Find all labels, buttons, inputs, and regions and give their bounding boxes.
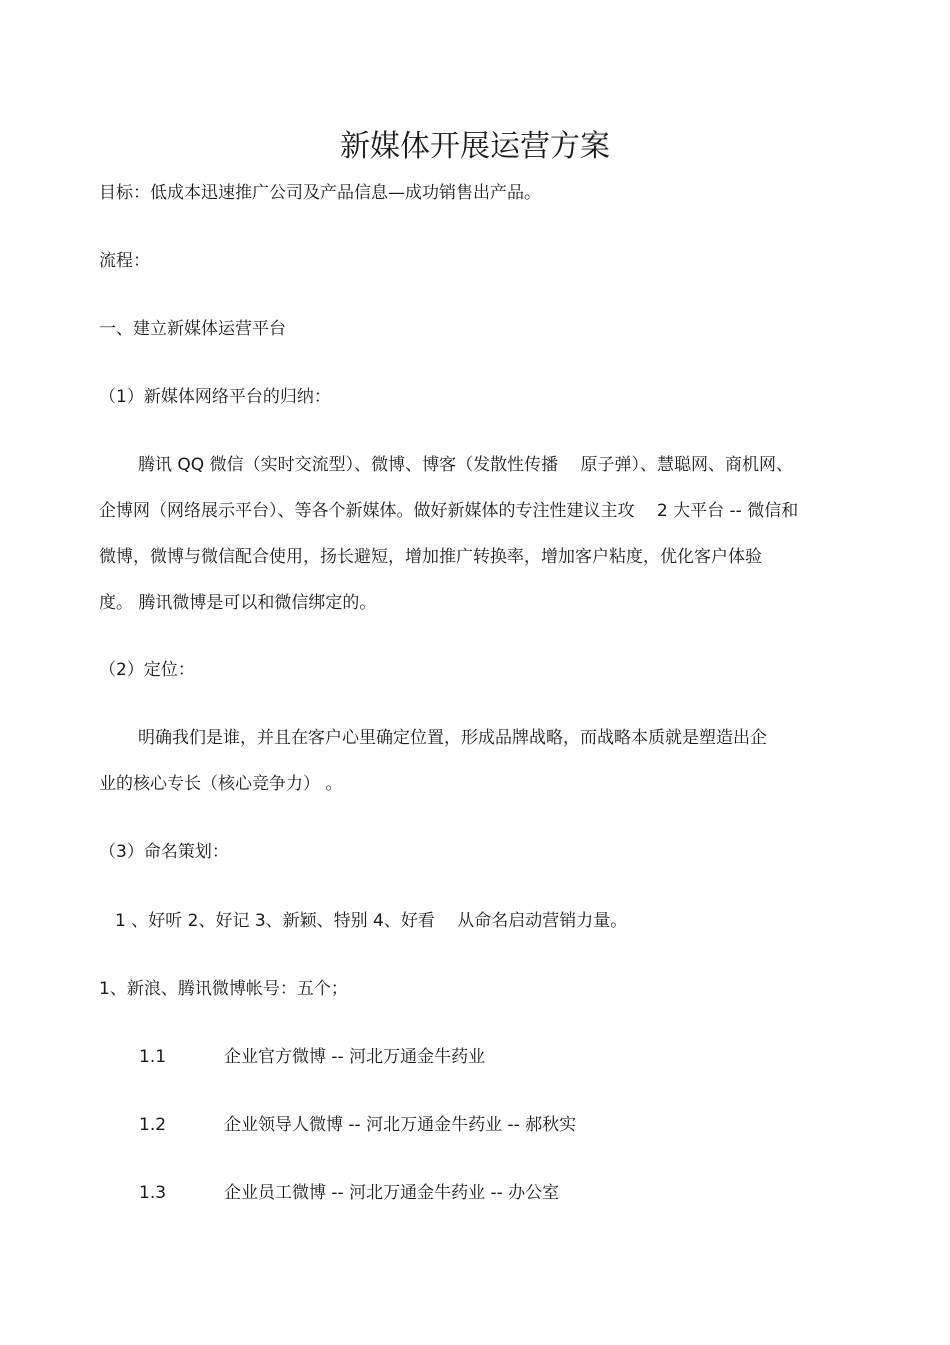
page-title: 新媒体开展运营方案 bbox=[340, 129, 610, 164]
paragraph-line: 企博网（网络展示平台）、等各个新媒体。做好新媒体的专注性建议主攻 2 大平台 -- 微信和 bbox=[99, 501, 799, 521]
account-number: 1.3 bbox=[139, 1183, 167, 1203]
paragraph-line: 微博，微博与微信配合使用，扬长避短，增加推广转换率，增加客户粘度，优化客户体验 bbox=[99, 547, 762, 567]
account-text: 企业领导人微博 -- 河北万通金牛药业 -- 郝秋实 bbox=[224, 1115, 577, 1135]
paragraph-line: 腾讯 QQ 微信（实时交流型）、微博、博客（发散性传播 原子弹）、慧聪网、商机网、 bbox=[138, 455, 793, 475]
account-text: 企业员工微博 -- 河北万通金牛药业 -- 办公室 bbox=[224, 1183, 560, 1203]
weibo-heading: 1、新浪、腾讯微博帐号：五个； bbox=[99, 979, 348, 999]
process-label: 流程： bbox=[99, 251, 150, 271]
sub3-heading: （3）命名策划： bbox=[99, 842, 229, 862]
account-number: 1.2 bbox=[139, 1115, 167, 1135]
paragraph-line: 明确我们是谁，并且在客户心里确定位置，形成品牌战略，而战略本质就是塑造出企 bbox=[138, 728, 767, 748]
account-text: 企业官方微博 -- 河北万通金牛药业 bbox=[224, 1047, 486, 1067]
sub1-heading: （1）新媒体网络平台的归纳： bbox=[99, 387, 331, 407]
section1-heading: 一、建立新媒体运营平台 bbox=[99, 319, 286, 339]
paragraph-line: 度。 腾讯微博是可以和微信绑定的。 bbox=[99, 593, 377, 613]
account-number: 1.1 bbox=[139, 1047, 167, 1067]
sub2-heading: （2）定位： bbox=[99, 660, 195, 680]
paragraph-line: 业的核心专长（核心竞争力） 。 bbox=[99, 774, 343, 794]
naming-line: 1 、好听 2、好记 3、新颖、特别 4、好看 从命名启动营销力量。 bbox=[115, 911, 628, 931]
goal-text: 目标：低成本迅速推广公司及产品信息—成功销售出产品。 bbox=[99, 183, 541, 203]
